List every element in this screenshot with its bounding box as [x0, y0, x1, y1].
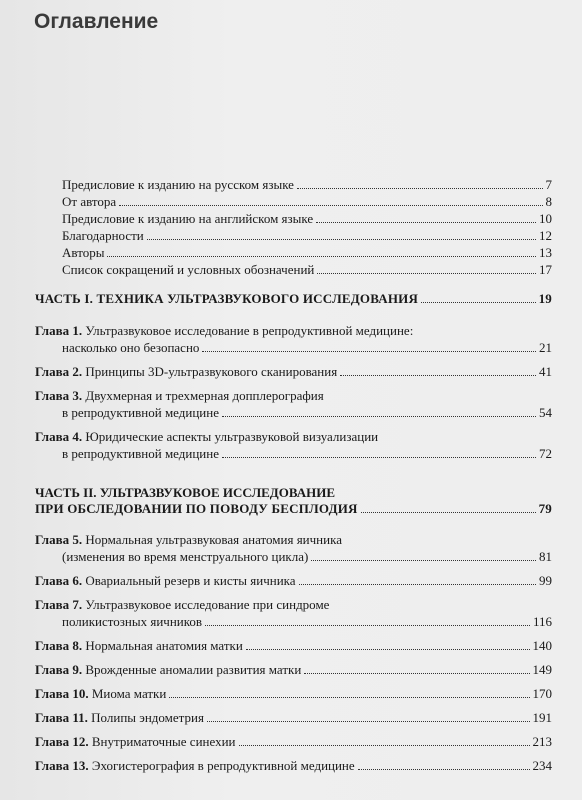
toc-chapter-6: Глава 6. Овариальный резерв и кисты яичника 99 [35, 573, 552, 588]
toc-chapter-8: Глава 8. Нормальная анатомия матки 140 [35, 638, 552, 653]
toc-chapter-3: в репродуктивной медицине 54 [62, 405, 552, 420]
toc-entry-preface-english: Предисловие к изданию на английском языке 10 [62, 211, 552, 226]
toc-entry-abbreviations: Список сокращений и условных обозначений 17 [62, 262, 552, 277]
toc-chapter-2: Глава 2. Принципы 3D-ультразвукового сканирования 41 [35, 364, 552, 379]
toc-entry-preface-russian: Предисловие к изданию на русском языке 7 [62, 177, 552, 192]
dot-leader [202, 341, 536, 352]
dot-leader [222, 447, 536, 458]
dot-leader [317, 263, 536, 274]
toc-part-2: ПРИ ОБСЛЕДОВАНИИ ПО ПОВОДУ БЕСПЛОДИЯ 79 [35, 501, 552, 516]
dot-leader [222, 406, 536, 417]
dot-leader [340, 365, 536, 376]
toc-chapter-12: Глава 12. Внутриматочные синехии 213 [35, 734, 552, 749]
toc-chapter-4: в репродуктивной медицине 72 [62, 446, 552, 461]
toc-entry-authors: Авторы 13 [62, 245, 552, 260]
toc-chapter-5: (изменения во время менструального цикла) 81 [62, 549, 552, 564]
dot-leader [169, 687, 529, 698]
dot-leader [205, 615, 530, 626]
dot-leader [421, 292, 536, 303]
toc-chapter-10: Глава 10. Миома матки 170 [35, 686, 552, 701]
dot-leader [107, 246, 536, 257]
dot-leader [207, 711, 530, 722]
dot-leader [147, 229, 536, 240]
dot-leader [239, 735, 530, 746]
page-title: Оглавление [34, 10, 159, 33]
toc-chapter-13: Глава 13. Эхогистерография в репродуктивной медицине 234 [35, 758, 552, 773]
toc-chapter-7-title: Глава 7. Ультразвуковое исследование при синдроме [35, 597, 330, 612]
toc-chapter-1-title: Глава 1. Ультразвуковое исследование в репродуктивной медицине: [35, 323, 414, 338]
dot-leader [246, 639, 530, 650]
toc-chapter-9: Глава 9. Врожденные аномалии развития матки 149 [35, 662, 552, 677]
dot-leader [311, 550, 536, 561]
toc-chapter-11: Глава 11. Полипы эндометрия 191 [35, 710, 552, 725]
toc-chapter-4-title: Глава 4. Юридические аспекты ультразвуковой визуализации [35, 429, 379, 444]
dot-leader [299, 574, 536, 585]
dot-leader [119, 195, 542, 206]
toc-chapter-5-title: Глава 5. Нормальная ультразвуковая анатомия яичника [35, 532, 342, 547]
dot-leader [316, 212, 536, 223]
toc-part-1: ЧАСТЬ I. ТЕХНИКА УЛЬТРАЗВУКОВОГО ИССЛЕДОВАНИЯ 19 [35, 291, 552, 306]
toc-part-2-title: ЧАСТЬ II. УЛЬТРАЗВУКОВОЕ ИССЛЕДОВАНИЕ [35, 485, 335, 500]
toc-entry-acknowledgements: Благодарности 12 [62, 228, 552, 243]
toc-chapter-3-title: Глава 3. Двухмерная и трехмерная допплерография [35, 388, 324, 403]
dot-leader [297, 178, 543, 189]
toc-entry-from-author: От автора 8 [62, 194, 552, 209]
dot-leader [304, 663, 529, 674]
toc-chapter-1: насколько оно безопасно 21 [62, 340, 552, 355]
toc-chapter-7: поликистозных яичников 116 [62, 614, 552, 629]
dot-leader [361, 502, 536, 513]
dot-leader [358, 759, 530, 770]
